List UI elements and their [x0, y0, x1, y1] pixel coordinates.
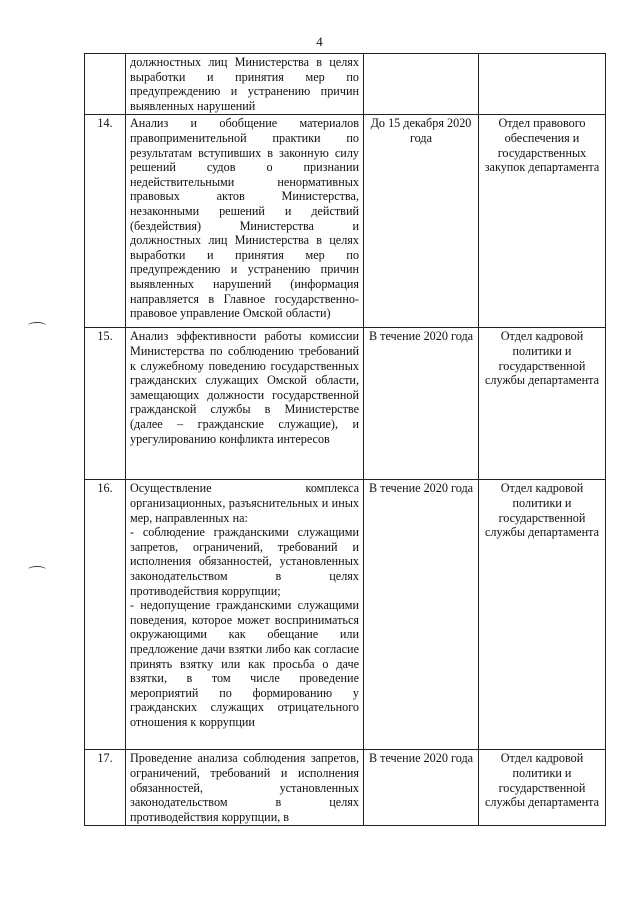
- measure-text: Осуществление комплекса организационных, разъяснительных и иных мер, направленных на: - соблюдение гражданскими служащими запретов, ограничений, требований и исполнения обязанностей, установленных законодательством в целях противодействия коррупции; - недопущение гражданскими служащими поведения, которое может восприниматься окружающими как обещание или предложение дачи взятки либо как согласие принять взятку или как просьба о даче взятки, в том числе проведение мероприятий по формированию у гражданских служащих отрицательного отношения к коррупции: [126, 480, 364, 750]
- margin-mark: [28, 566, 46, 573]
- table-row: [85, 750, 606, 826]
- deadline-text: В течение 2020 года: [364, 328, 479, 480]
- table-row: [85, 54, 606, 115]
- margin-mark: [28, 322, 46, 329]
- measure-text: должностных лиц Министерства в целях выработки и принятия мер по предупреждению и устранению причин выявленных нарушений: [126, 54, 364, 115]
- responsible-text: Отдел кадровой политики и государственной службы департамента: [479, 480, 606, 750]
- table-row: [85, 480, 606, 750]
- row-number: 16.: [85, 480, 126, 750]
- deadline-text: В течение 2020 года: [364, 480, 479, 750]
- row-number: 15.: [85, 328, 126, 480]
- responsible-text: Отдел кадровой политики и государственной службы департамента: [479, 328, 606, 480]
- row-number: 17.: [85, 750, 126, 826]
- deadline-text: В течение 2020 года: [364, 750, 479, 826]
- measure-text: Анализ эффективности работы комиссии Министерства по соблюдению требований к служебному поведению государственных гражданских служащих Омской области, замещающих должности государственной гражданской службы в Министерстве (далее – гражданские служащие), и урегулированию конфликта интересов: [126, 328, 364, 480]
- deadline-text: До 15 декабря 2020 года: [364, 115, 479, 328]
- responsible-text: [479, 54, 606, 115]
- responsible-text: Отдел правового обеспечения и государственных закупок департамента: [479, 115, 606, 328]
- page-number: 4: [316, 34, 323, 49]
- plan-table: [84, 53, 606, 826]
- deadline-text: [364, 54, 479, 115]
- table-row: [85, 115, 606, 328]
- measure-text: Анализ и обобщение материалов правоприменительной практики по результатам вступивших в законную силу решений судов о признании недействительными ненормативных правовых актов Министерства, незаконными решений и действий (бездействия) Министерства и должностных лиц Министерства в целях выработки и принятия мер по предупреждению и устранению причин выявленных нарушений (информация направляется в Главное государственно-правовое управление Омской области): [126, 115, 364, 328]
- table-row: [85, 328, 606, 480]
- measure-text: Проведение анализа соблюдения запретов, ограничений, требований и исполнения обязанностей, установленных законодательством в целях противодействия коррупции, в: [126, 750, 364, 826]
- responsible-text: Отдел кадровой политики и государственной службы департамента: [479, 750, 606, 826]
- row-number: 14.: [85, 115, 126, 328]
- row-number: [85, 54, 126, 115]
